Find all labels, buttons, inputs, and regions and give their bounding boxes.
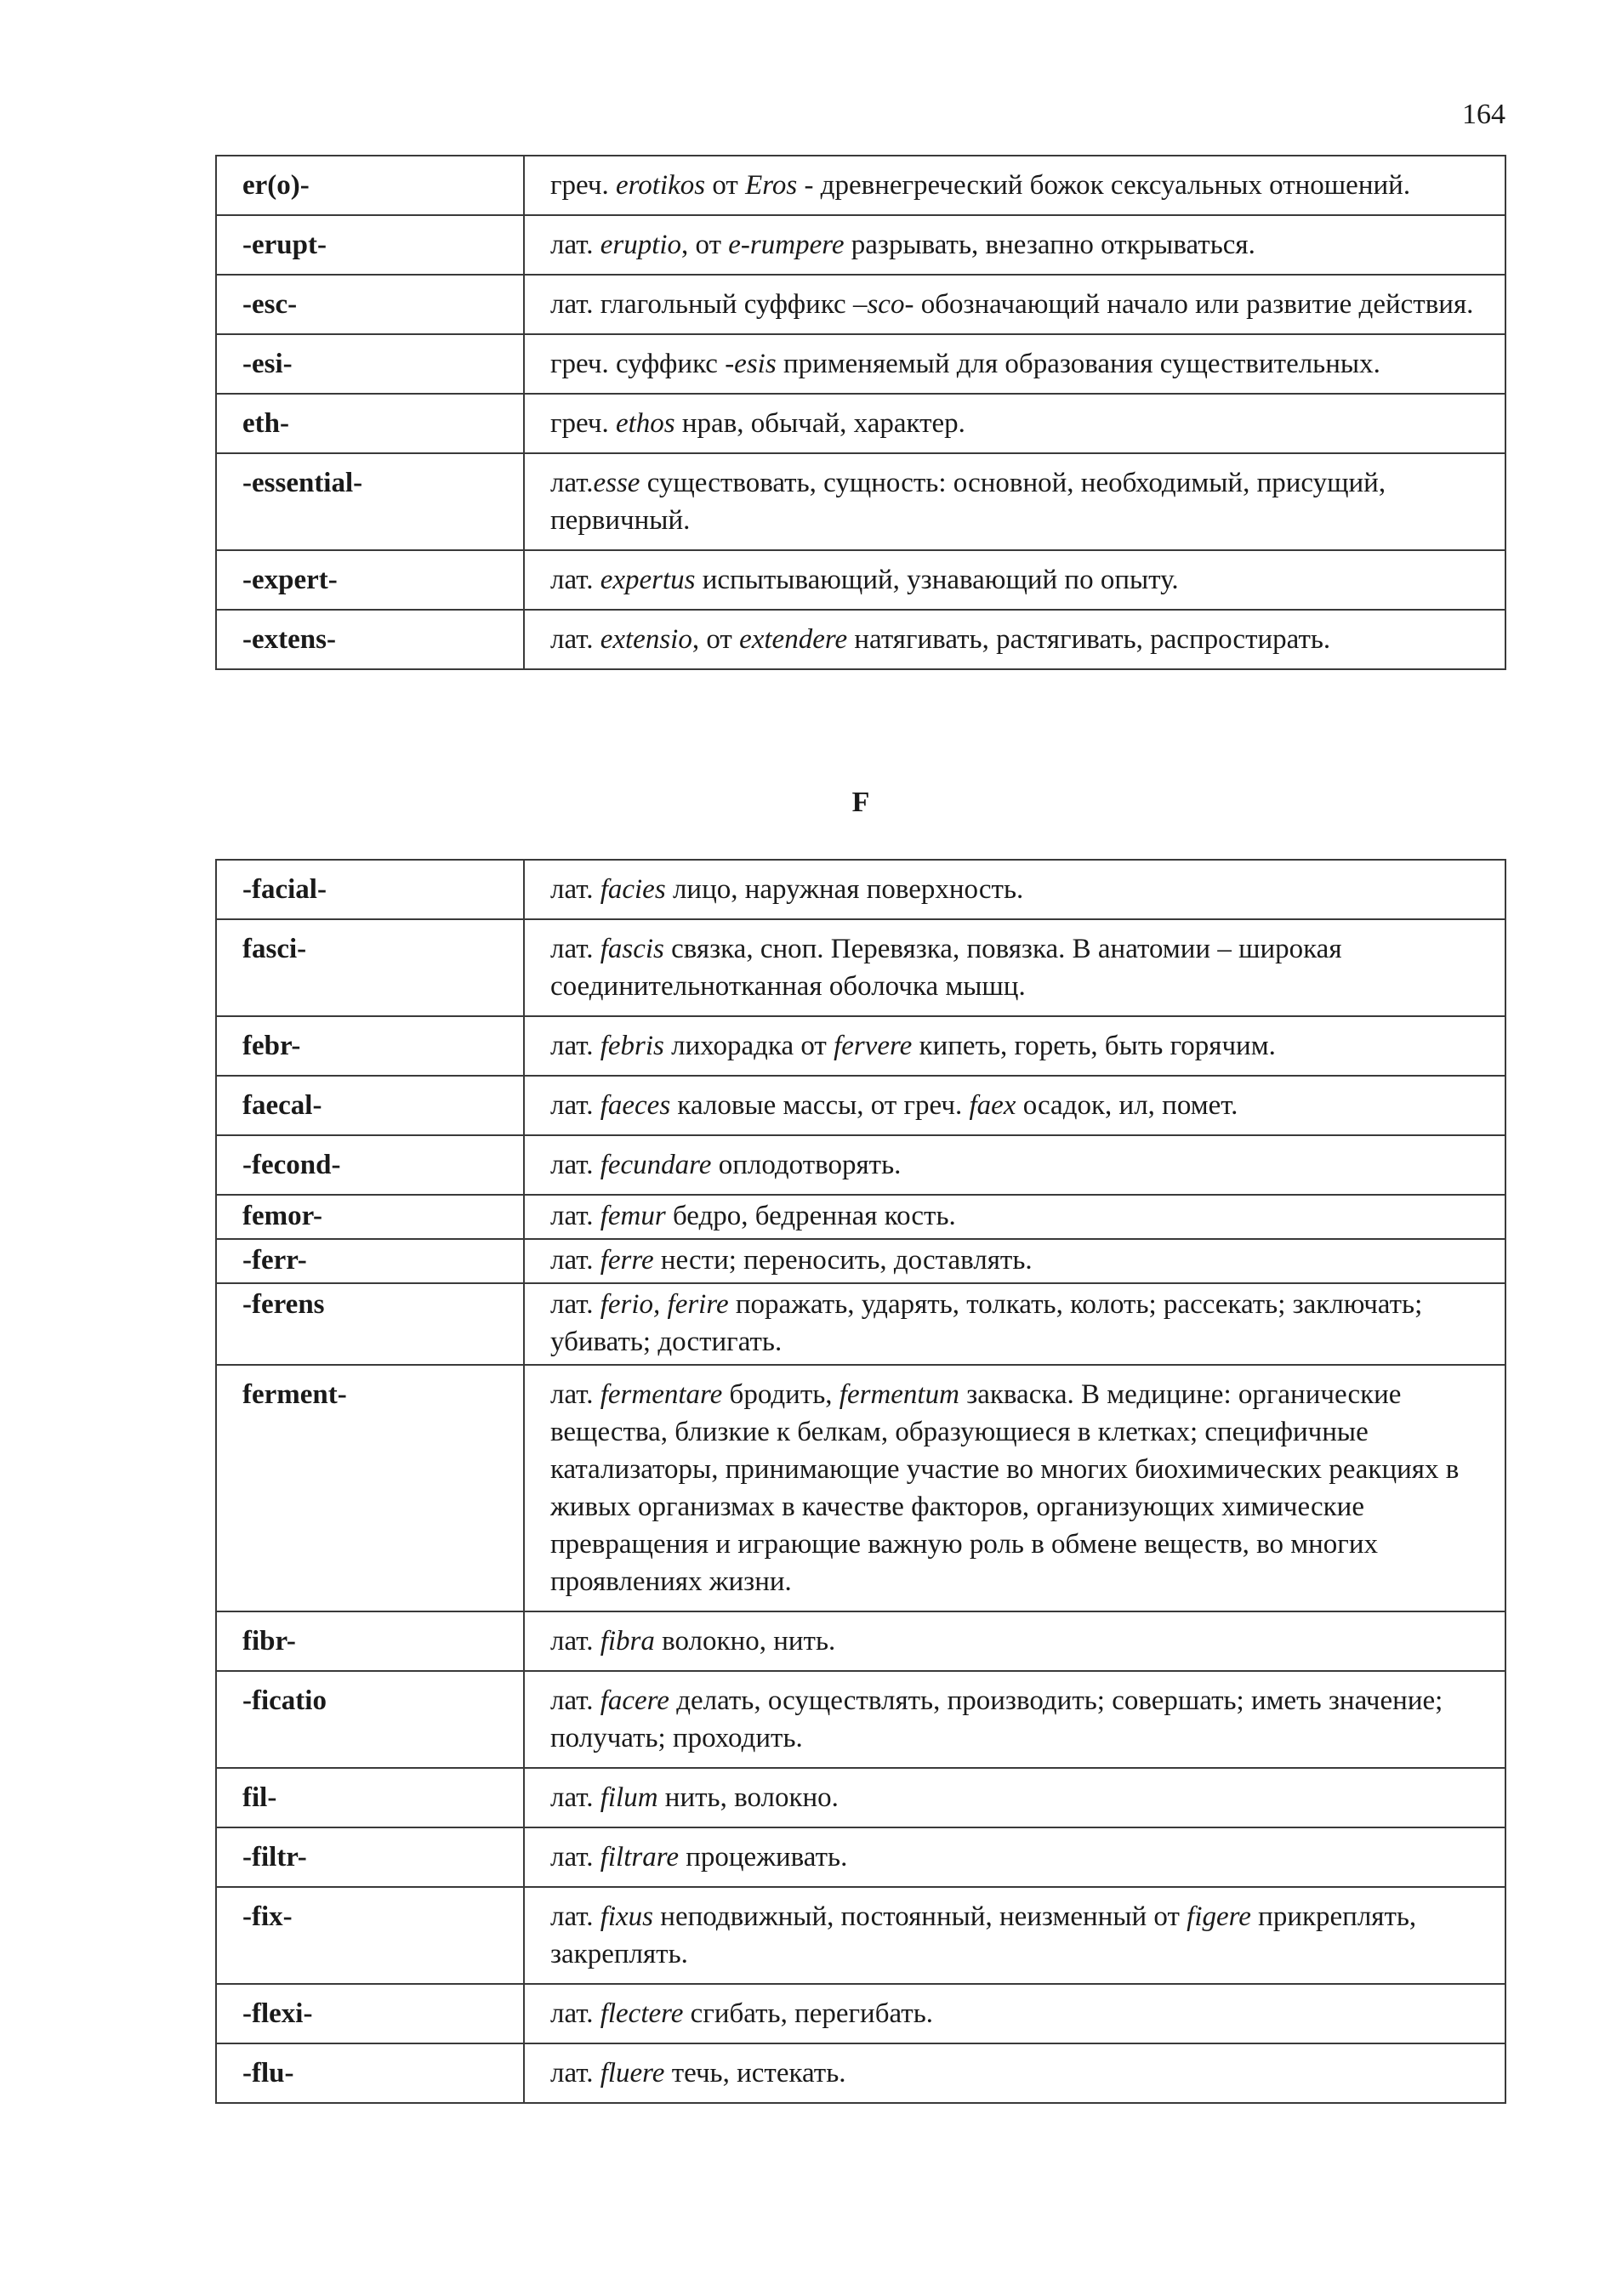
definition-cell [524,1195,1505,1239]
definition-cell [524,610,1505,669]
definition-italic-segment: ethos [615,408,675,439]
definition-italic-segment: febris [600,1031,664,1061]
definition-segment: натягивать, растягивать, распростирать. [847,624,1331,655]
definition-segment: лат. [550,934,600,964]
definition-segment: неподвижный, постоянный, неизменный от [653,1901,1187,1932]
definition-segment: лат. [550,1245,600,1276]
definition-segment: кипеть, гореть, быть горячим. [912,1031,1276,1061]
definition-segment: бродить, [722,1379,839,1410]
definition-segment: течь, истекать. [664,2058,846,2089]
table-row [216,156,1505,215]
definition-cell [524,1611,1505,1671]
definition-segment: связка, сноп. Перевязка, повязка. В анатомии – широкая соединительнотканная оболочка мышц. [550,934,1342,1002]
definition-italic-segment: eruptio [600,230,682,260]
term-cell: femor- [216,1195,524,1239]
definition-segment: лат. [550,565,600,595]
definition-italic-segment: fecundare [600,1150,712,1180]
term-cell: -esc- [216,275,524,334]
term-cell: febr- [216,1016,524,1076]
definition-segment: оплодотворять. [711,1150,902,1180]
definition-segment: делать, осуществлять, производить; совершать; иметь значение; получать; проходить. [550,1685,1443,1753]
definition-segment: поражать, ударять, толкать, колоть; рассекать; заключать; убивать; достигать. [550,1289,1423,1357]
table-row [216,2043,1505,2103]
table-row [216,1239,1505,1283]
definition-segment: нести; переносить, доставлять. [653,1245,1033,1276]
definition-cell [524,1984,1505,2043]
definition-segment: лат. [550,1031,600,1061]
definition-segment: обозначающий начало или развитие действия. [913,289,1474,320]
definition-cell [524,1016,1505,1076]
definition-segment: процеживать. [678,1842,848,1873]
definition-italic-segment: faeces [600,1090,671,1121]
dictionary-table-f [215,859,1506,2104]
table-row [216,1195,1505,1239]
definition-cell [524,1239,1505,1283]
page-number: 164 [1462,99,1505,130]
dictionary-table-body [216,860,1505,2103]
definition-segment: лат. [550,1782,600,1813]
definition-cell [524,1365,1505,1611]
definition-segment: сгибать, перегибать. [683,1998,934,2029]
definition-segment: разрывать, внезапно открываться. [844,230,1255,260]
definition-italic-segment: fibra [600,1626,655,1657]
definition-italic-segment: expertus [600,565,696,595]
term-cell: -essential- [216,453,524,550]
definition-segment: закваска. В медицине: органические вещества, близкие к белкам, образующиеся в клетках; специфичные катализаторы, принимающие участие во многих биохимических реакциях в живых организмах в качестве факторов, организующих химические превращения и играющие важную роль в обмене веществ, во многих проявлениях жизни. [550,1379,1460,1597]
table-row [216,1768,1505,1827]
definition-cell [524,334,1505,394]
definition-segment: лат. [550,1201,600,1231]
definition-italic-segment: femur [600,1201,666,1231]
definition-cell [524,1135,1505,1195]
definition-segment: лат. [550,468,594,498]
term-cell: -fecond- [216,1135,524,1195]
definition-cell [524,1768,1505,1827]
definition-italic-segment: filtrare [600,1842,679,1873]
definition-segment: греч. суффикс [550,349,726,379]
table-row [216,1283,1505,1365]
definition-segment: лат. [550,1998,600,2029]
definition-segment: - древнегреческий божок сексуальных отношений. [797,170,1411,201]
term-cell: -filtr- [216,1827,524,1887]
dictionary-table-e [215,155,1506,670]
definition-cell [524,1283,1505,1365]
definition-segment: лат. [550,2058,600,2089]
term-cell: -facial- [216,860,524,919]
definition-segment: греч. [550,170,616,201]
definition-segment: лат. глагольный суффикс [550,289,853,320]
definition-segment: лат. [550,1090,600,1121]
term-cell: fil- [216,1768,524,1827]
definition-segment: осадок, ил, помет. [1016,1090,1238,1121]
definition-segment: лат. [550,1685,600,1716]
term-cell: -flu- [216,2043,524,2103]
definition-italic-segment: extensio [600,624,692,655]
definition-cell [524,215,1505,275]
table-row [216,394,1505,453]
definition-segment: лат. [550,1626,600,1657]
term-cell: -fix- [216,1887,524,1984]
definition-italic-segment: Eros [745,170,798,201]
definition-segment: испытывающий, узнавающий по опыту. [695,565,1179,595]
term-cell: -ficatio [216,1671,524,1768]
definition-italic-segment: faex [969,1090,1016,1121]
table-row [216,215,1505,275]
definition-segment: волокно, нить. [654,1626,836,1657]
definition-cell [524,156,1505,215]
definition-segment: каловые массы, от греч. [670,1090,970,1121]
definition-cell [524,1671,1505,1768]
table-row [216,1016,1505,1076]
definition-segment: лат. [550,874,600,905]
definition-italic-segment: fixus [600,1901,654,1932]
definition-segment: лат. [550,624,600,655]
definition-segment: лихорадка от [663,1031,834,1061]
table-row [216,919,1505,1016]
term-cell: -ferens [216,1283,524,1365]
definition-italic-segment: –sco- [852,289,914,320]
definition-italic-segment: flectere [600,1998,684,2029]
definition-segment: прикреплять, закреплять. [550,1901,1417,1969]
table-row [216,1827,1505,1887]
definition-italic-segment: fermentum [839,1379,959,1410]
definition-italic-segment: e-rumpere [728,230,845,260]
term-cell: fibr- [216,1611,524,1671]
definition-segment: лат. [550,1289,600,1320]
table-row [216,1671,1505,1768]
definition-segment: нрав, обычай, характер. [674,408,965,439]
definition-italic-segment: -esis [725,349,777,379]
table-row [216,453,1505,550]
definition-italic-segment: facere [600,1685,669,1716]
table-row [216,550,1505,610]
definition-cell [524,550,1505,610]
term-cell: fasci- [216,919,524,1016]
table-row [216,1611,1505,1671]
definition-segment: бедро, бедренная кость. [665,1201,956,1231]
definition-cell [524,1827,1505,1887]
definition-cell [524,1887,1505,1984]
term-cell: -esi- [216,334,524,394]
definition-segment: лат. [550,1842,600,1873]
term-cell: er(o)- [216,156,524,215]
term-cell: ferment- [216,1365,524,1611]
definition-italic-segment: erotikos [615,170,706,201]
term-cell: -erupt- [216,215,524,275]
table-row [216,1135,1505,1195]
definition-cell [524,453,1505,550]
table-row [216,860,1505,919]
definition-italic-segment: esse [593,468,640,498]
definition-italic-segment: extendere [739,624,848,655]
definition-italic-segment: ferre [600,1245,654,1276]
definition-italic-segment: fluere [600,2058,665,2089]
dictionary-table-body [216,156,1505,669]
definition-segment: лат. [550,1379,600,1410]
definition-segment: от [705,170,746,201]
table-row [216,1984,1505,2043]
definition-italic-segment: filum [600,1782,658,1813]
definition-italic-segment: figere [1187,1901,1251,1932]
definition-italic-segment: fervere [834,1031,913,1061]
definition-segment: нить, волокно. [657,1782,839,1813]
table-row [216,334,1505,394]
section-letter-heading: F [851,787,870,818]
definition-italic-segment: fermentare [600,1379,723,1410]
definition-segment: существовать, сущность: основной, необходимый, присущий, первичный. [550,468,1386,536]
definition-cell [524,275,1505,334]
definition-segment: применяемый для образования существительных. [776,349,1380,379]
term-cell: eth- [216,394,524,453]
definition-italic-segment: ferio, ferire [600,1289,729,1320]
definition-segment: , от [681,230,729,260]
definition-italic-segment: fascis [600,934,664,964]
definition-italic-segment: facies [600,874,666,905]
definition-segment: лицо, наружная поверхность. [665,874,1024,905]
table-row [216,275,1505,334]
table-row [216,1365,1505,1611]
table-row [216,1076,1505,1135]
term-cell: -ferr- [216,1239,524,1283]
definition-segment: лат. [550,230,600,260]
term-cell: -extens- [216,610,524,669]
table-row [216,1887,1505,1984]
definition-cell [524,860,1505,919]
term-cell: -expert- [216,550,524,610]
definition-cell [524,394,1505,453]
term-cell: -flexi- [216,1984,524,2043]
definition-cell [524,2043,1505,2103]
definition-segment: лат. [550,1150,600,1180]
definition-segment: лат. [550,1901,600,1932]
table-row [216,610,1505,669]
term-cell: faecal- [216,1076,524,1135]
definition-cell [524,1076,1505,1135]
definition-cell [524,919,1505,1016]
definition-segment: , от [691,624,740,655]
definition-segment: греч. [550,408,616,439]
